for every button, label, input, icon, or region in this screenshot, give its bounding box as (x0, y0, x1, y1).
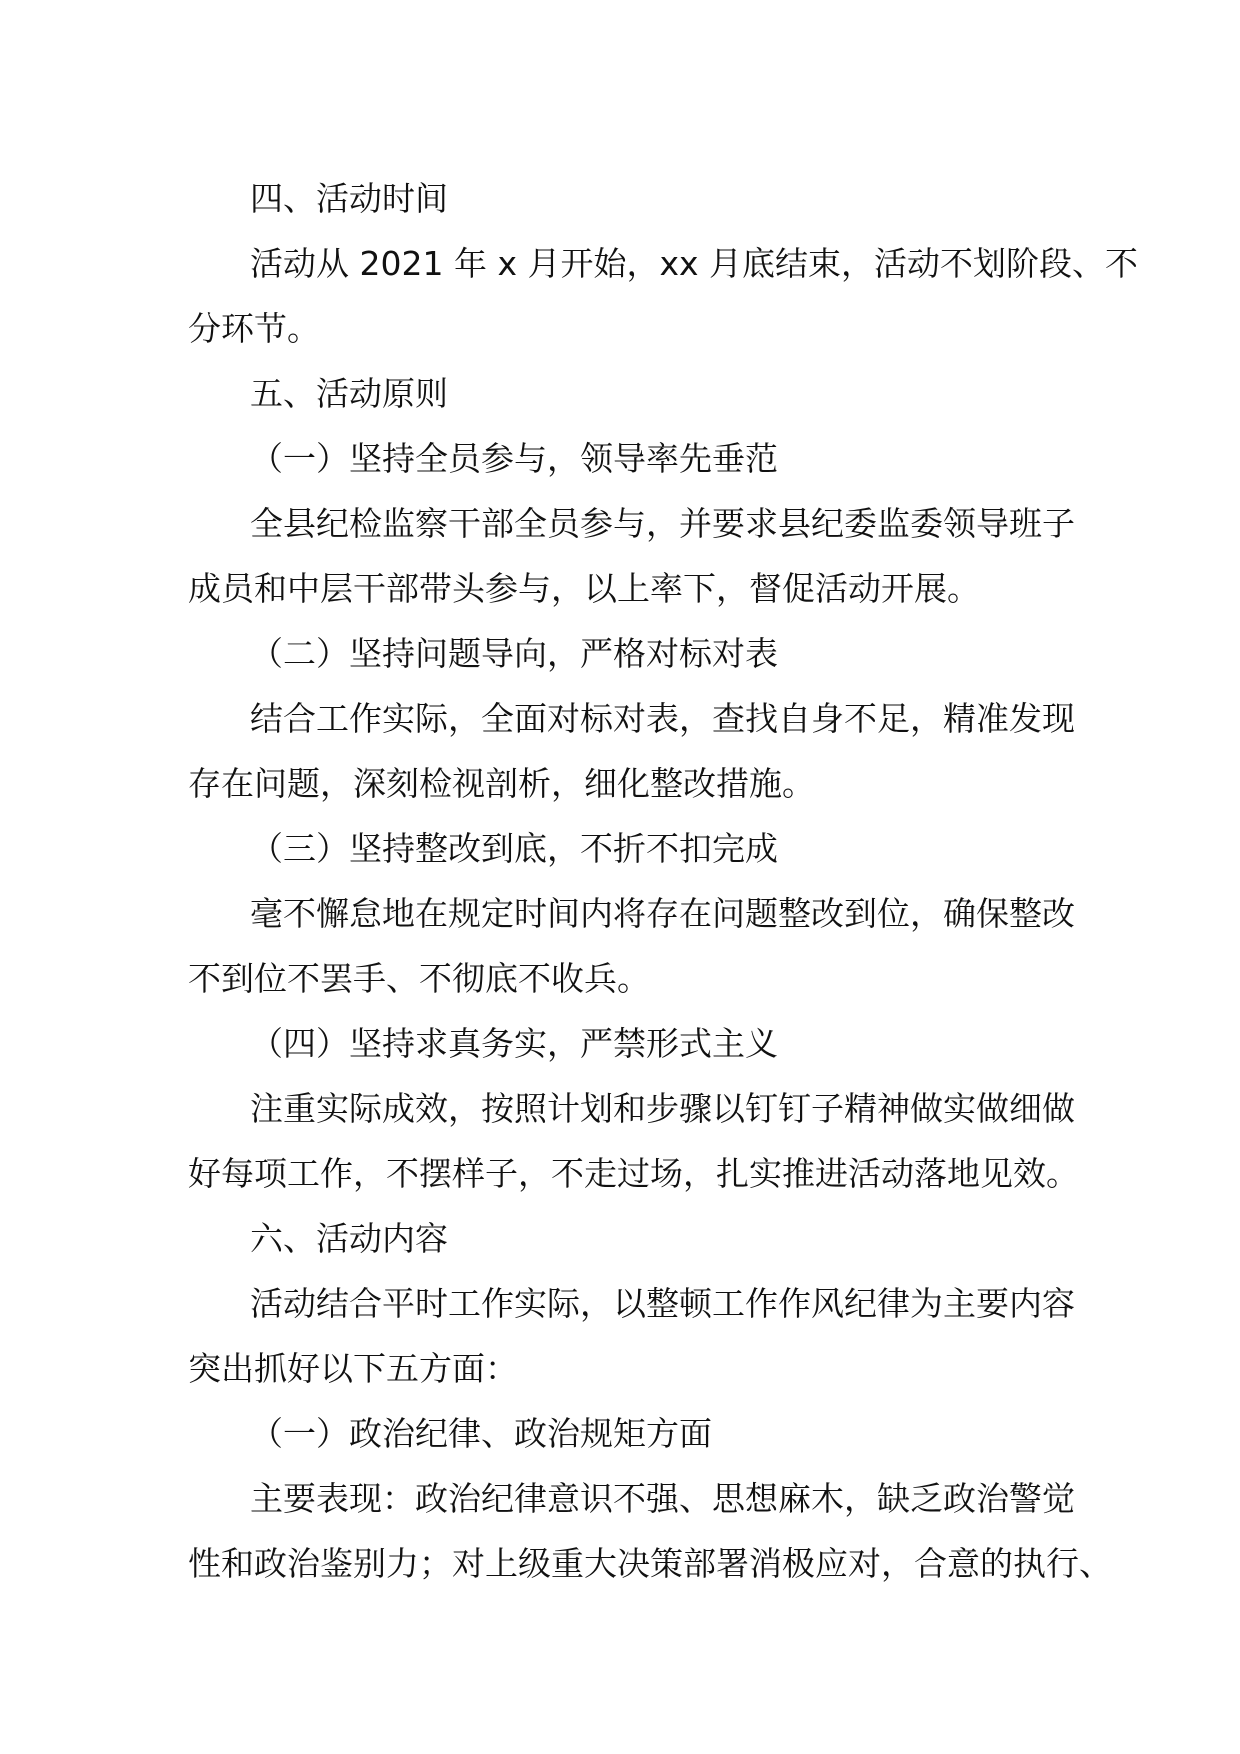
section-heading-activity-content: 六、活动内容 (250, 1219, 448, 1258)
paragraph-line: 毫不懈怠地在规定时间内将存在问题整改到位，确保整改 (250, 894, 1075, 933)
paragraph-line: 好每项工作，不摆样子，不走过场，扎实推进活动落地见效。 (188, 1154, 1079, 1193)
paragraph-line: 全县纪检监察干部全员参与，并要求县纪委监委领导班子 (250, 504, 1075, 543)
paragraph-line: 性和政治鉴别力；对上级重大决策部署消极应对，合意的执行、 (188, 1544, 1112, 1583)
subsection-heading: （四）坚持求真务实，严禁形式主义 (250, 1024, 778, 1063)
paragraph-line: 成员和中层干部带头参与，以上率下，督促活动开展。 (188, 569, 980, 608)
paragraph-line: 主要表现：政治纪律意识不强、思想麻木，缺乏政治警觉 (250, 1479, 1075, 1518)
document-body (188, 166, 1139, 1596)
subsection-heading: （二）坚持问题导向，严格对标对表 (250, 634, 778, 673)
section-heading-activity-principles: 五、活动原则 (250, 374, 448, 413)
paragraph-line: 活动结合平时工作实际，以整顿工作作风纪律为主要内容 (250, 1284, 1075, 1323)
subsection-heading: （一）政治纪律、政治规矩方面 (250, 1414, 712, 1453)
paragraph-line: 不到位不罢手、不彻底不收兵。 (188, 959, 650, 998)
subsection-heading: （三）坚持整改到底，不折不扣完成 (250, 829, 778, 868)
paragraph-line: 分环节。 (188, 309, 320, 348)
subsection-heading: （一）坚持全员参与，领导率先垂范 (250, 439, 778, 478)
paragraph-line: 存在问题，深刻检视剖析，细化整改措施。 (188, 764, 815, 803)
paragraph-line: 活动从 2021 年 x 月开始，xx 月底结束，活动不划阶段、不 (250, 244, 1139, 283)
section-heading-activity-time: 四、活动时间 (250, 179, 448, 218)
paragraph-line: 突出抓好以下五方面： (188, 1349, 518, 1388)
paragraph-line: 结合工作实际，全面对标对表，查找自身不足，精准发现 (250, 699, 1075, 738)
paragraph-line: 注重实际成效，按照计划和步骤以钉钉子精神做实做细做 (250, 1089, 1075, 1128)
